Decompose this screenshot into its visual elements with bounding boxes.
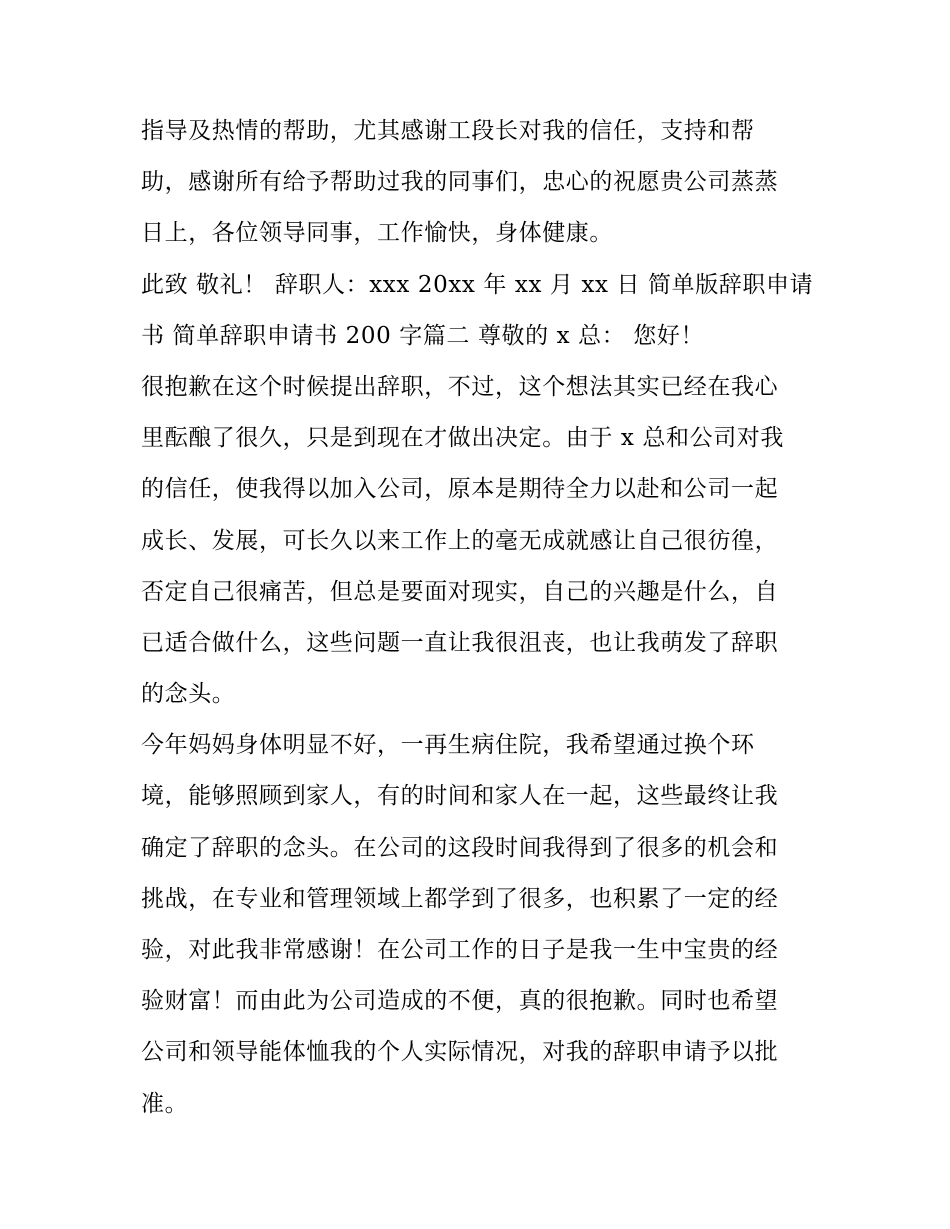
- text-line: 日上，各位领导同事，工作愉快，身体健康。: [141, 220, 613, 247]
- text-line: 的信任，使我得以加入公司，原本是期待全力以赴和公司一起: [141, 476, 779, 503]
- text-line: 公司和领导能体恤我的个人实际情况，对我的辞职申请予以批: [141, 1039, 779, 1066]
- text-line: 准。: [141, 1090, 189, 1117]
- text-line: 此致 敬礼！ 辞职人：xxx 20xx 年 xx 月 xx 日 简单版辞职申请: [141, 271, 814, 298]
- text-line: 的念头。: [141, 681, 236, 708]
- text-line: 已适合做什么，这些问题一直让我很沮丧，也让我萌发了辞职: [141, 629, 779, 656]
- text-line: 成长、发展，可长久以来工作上的毫无成就感让自己很彷徨，: [141, 527, 779, 554]
- text-line: 书 简单辞职申请书 200 字篇二 尊敬的 x 总： 您好！: [141, 322, 705, 349]
- text-line: 很抱歉在这个时候提出辞职，不过，这个想法其实已经在我心: [141, 373, 779, 400]
- text-line: 今年妈妈身体明显不好，一再生病住院，我希望通过换个环: [141, 732, 755, 759]
- text-line: 验财富！而由此为公司造成的不便，真的很抱歉。同时也希望: [141, 988, 779, 1015]
- document-body: [141, 106, 821, 1130]
- text-line: 验，对此我非常感谢！在公司工作的日子是我一生中宝贵的经: [141, 937, 779, 963]
- text-line: 境，能够照顾到家人，有的时间和家人在一起，这些最终让我: [141, 783, 779, 810]
- text-line: 否定自己很痛苦，但总是要面对现实，自己的兴趣是什么，自: [141, 578, 779, 605]
- text-line: 挑战，在专业和管理领域上都学到了很多，也积累了一定的经: [141, 885, 779, 912]
- text-line: 助，感谢所有给予帮助过我的同事们，忠心的祝愿贵公司蒸蒸: [141, 169, 779, 196]
- text-line: 确定了辞职的念头。在公司的这段时间我得到了很多的机会和: [141, 834, 779, 861]
- text-line: 里酝酿了很久，只是到现在才做出决定。由于 x 总和公司对我: [141, 425, 784, 452]
- text-line: 指导及热情的帮助，尤其感谢工段长对我的信任，支持和帮: [141, 118, 755, 144]
